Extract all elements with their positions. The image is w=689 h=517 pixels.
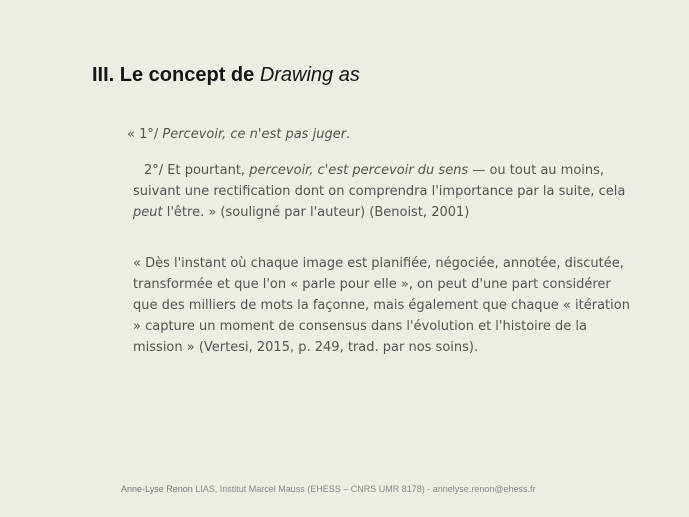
quote1-p2-mid: — ou tout au moins, suivant une rectification dont on comprendra l'importance par la suite, cela bbox=[133, 163, 626, 199]
quote2-paragraph: « Dès l'instant où chaque image est planifiée, négociée, annotée, discutée, transformée et que l'on « parle pour elle », on peut d'une part considérer que des milliers de mots la façonne, mais également que chaque « itération » capture un moment de consensus dans l'évolution et l'histoire de la mission » (Vertesi, 2015, p. 249, trad. par nos soins). bbox=[133, 256, 630, 355]
title-prefix: III. Le concept de bbox=[92, 64, 260, 86]
quote1-p2-prefix: 2°/ Et pourtant, bbox=[144, 163, 250, 178]
quote1-p2-italic: percevoir, c'est percevoir du sens bbox=[249, 163, 469, 178]
quote1-first-line bbox=[127, 124, 350, 145]
footer-author: Anne-Lyse Renon bbox=[121, 484, 193, 494]
title-italic: Drawing as bbox=[259, 64, 360, 86]
quote1-line1-italic: Percevoir, ce n'est pas juger bbox=[162, 127, 347, 142]
quote1-p2-italic2: peut bbox=[133, 205, 163, 220]
footer bbox=[121, 484, 535, 494]
slide-title bbox=[92, 62, 360, 88]
quote1-line1-prefix: « 1°/ bbox=[127, 127, 163, 142]
quote1-p2-suffix: l'être. » (souligné par l'auteur) (Benoist, 2001) bbox=[162, 205, 470, 220]
footer-affiliation: LIAS, Institut Marcel Mauss (EHESS – CNRS UMR 8178) - annelyse.renon@ehess.fr bbox=[192, 484, 536, 494]
quote1-second-paragraph bbox=[133, 160, 638, 223]
quote1-line1-suffix: . bbox=[346, 127, 351, 142]
